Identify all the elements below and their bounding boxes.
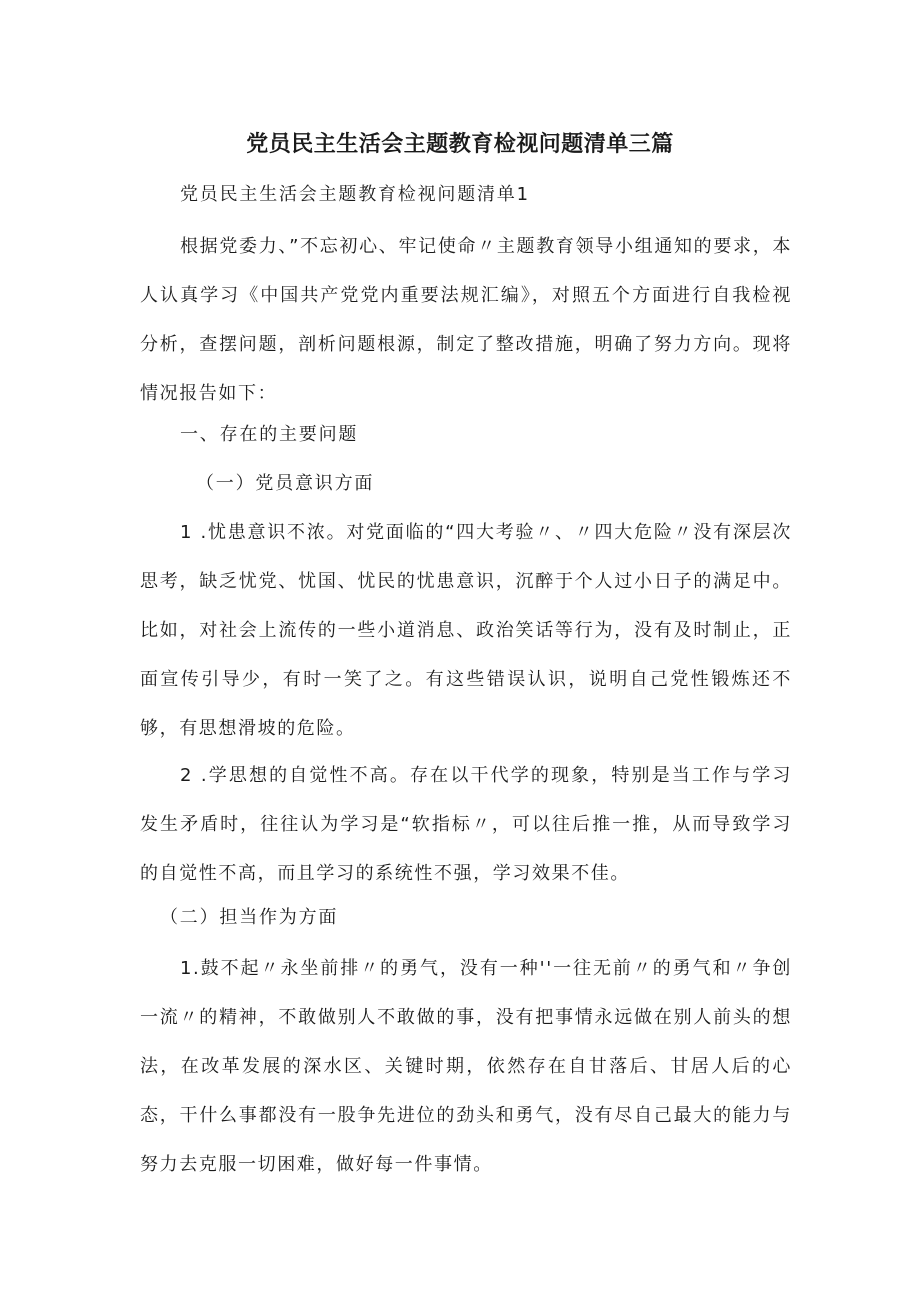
item-paragraph-2: 2 .学思想的自觉性不高。存在以干代学的现象，特别是当工作与学习发生矛盾时，往往认为学习是“软指标〃，可以往后推一推，从而导致学习的自觉性不高，而且学习的系统性不强，学习效果不佳。 — [140, 765, 792, 884]
subsection-heading-party-awareness: （一）党员意识方面 — [196, 473, 375, 494]
item-paragraph-3: 1.鼓不起〃永坐前排〃的勇气，没有一种''一往无前〃的勇气和〃争创一流〃的精神，不敢做别人不敢做的事，没有把事情永远做在别人前头的想法，在改革发展的深水区、关键时期，依然存在自甘落后、甘居人后的心态，干什么事都没有一股争先进位的劲头和勇气，没有尽自己最大的能力与努力去克服一切困难，做好每一件事情。 — [140, 958, 792, 1175]
document-title: 党员民主生活会主题教育检视问题清单三篇 — [246, 132, 674, 157]
section-heading-main-problems: 一、存在的主要问题 — [180, 424, 359, 445]
document-subtitle: 党员民主生活会主题教育检视问题清单1 — [180, 184, 530, 205]
item-paragraph-1: 1 .忧患意识不浓。对党面临的“四大考验〃、〃四大危险〃没有深层次思考，缺乏忧党、忧国、忧民的忧患意识，沉醉于个人过小日子的满足中。比如，对社会上流传的一些小道消息、政治笑话等行为，没有及时制止，正面宣传引导少，有时一笑了之。有这些错误认识，说明自己党性锻炼还不够，有思想滑坡的危险。 — [140, 522, 792, 739]
subsection-heading-responsibility: （二）担当作为方面 — [160, 907, 339, 928]
intro-paragraph: 根据党委力、”不忘初心、牢记使命〃主题教育领导小组通知的要求，本人认真学习《中国共产党党内重要法规汇编》，对照五个方面进行自我检视分析，查摆问题，剖析问题根源，制定了整改措施，明确了努力方向。现将情况报告如下： — [140, 236, 792, 404]
